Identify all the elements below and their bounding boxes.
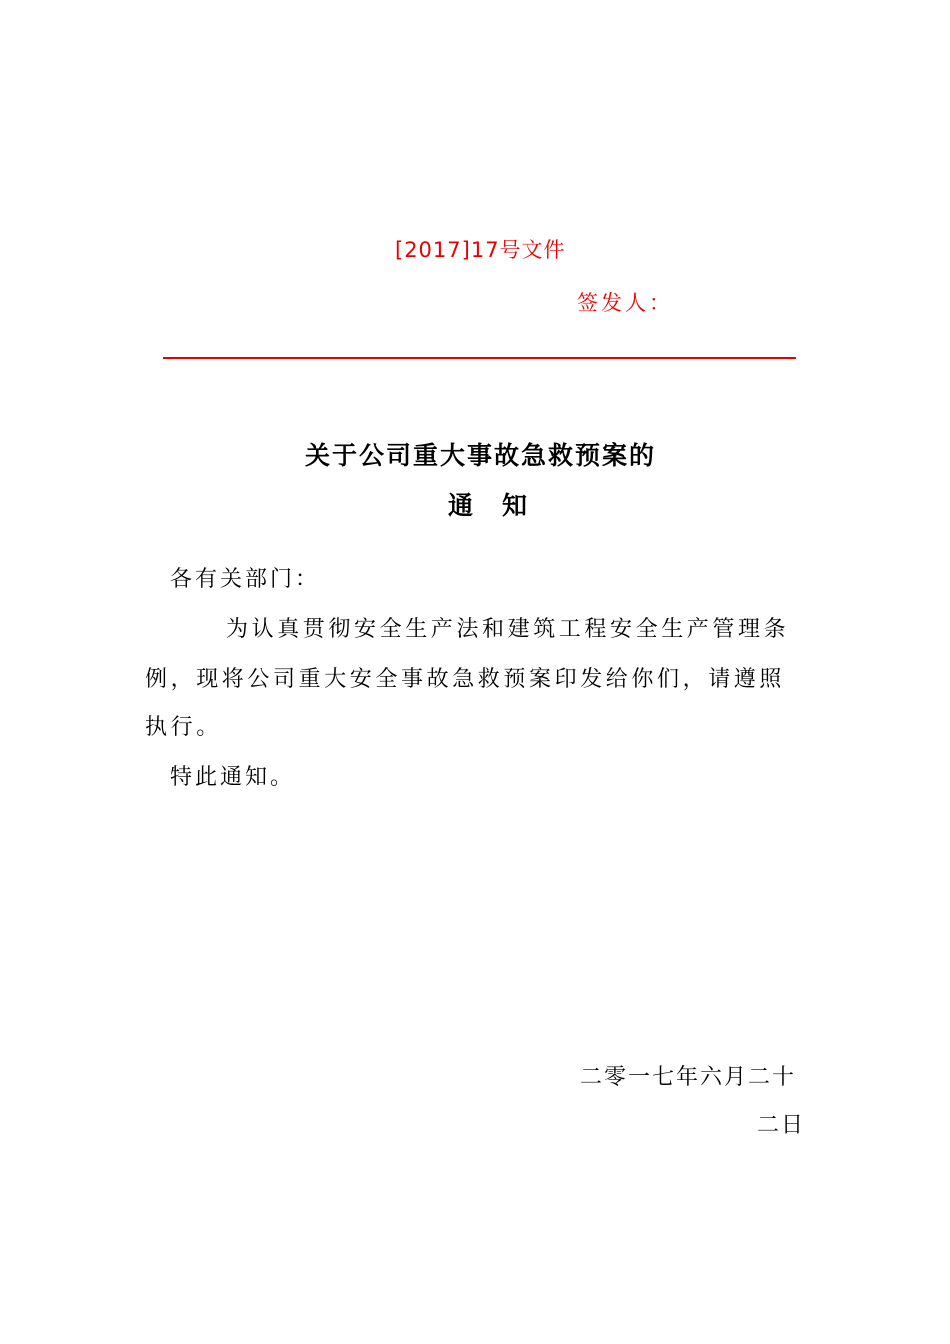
document-number: [2017]17号文件: [395, 238, 566, 262]
notice-title-second-line: 通 知: [448, 491, 530, 520]
date-line-1: 二零一七年六月二十: [580, 1065, 797, 1090]
date-line-2: 二日: [757, 1113, 806, 1138]
closing-text: 特此通知。: [170, 765, 296, 790]
notice-title: 关于公司重大事故急救预案的: [305, 441, 657, 470]
body-paragraph-line-1: 为认真贯彻安全生产法和建筑工程安全生产管理条: [226, 617, 790, 642]
signer-label: 签发人：: [577, 291, 673, 315]
body-paragraph-line-2: 例，现将公司重大安全事故急救预案印发给你们，请遵照: [145, 667, 786, 692]
body-paragraph-line-3: 执行。: [145, 715, 222, 740]
header-divider: [163, 357, 796, 359]
salutation: 各有关部门：: [170, 567, 321, 592]
